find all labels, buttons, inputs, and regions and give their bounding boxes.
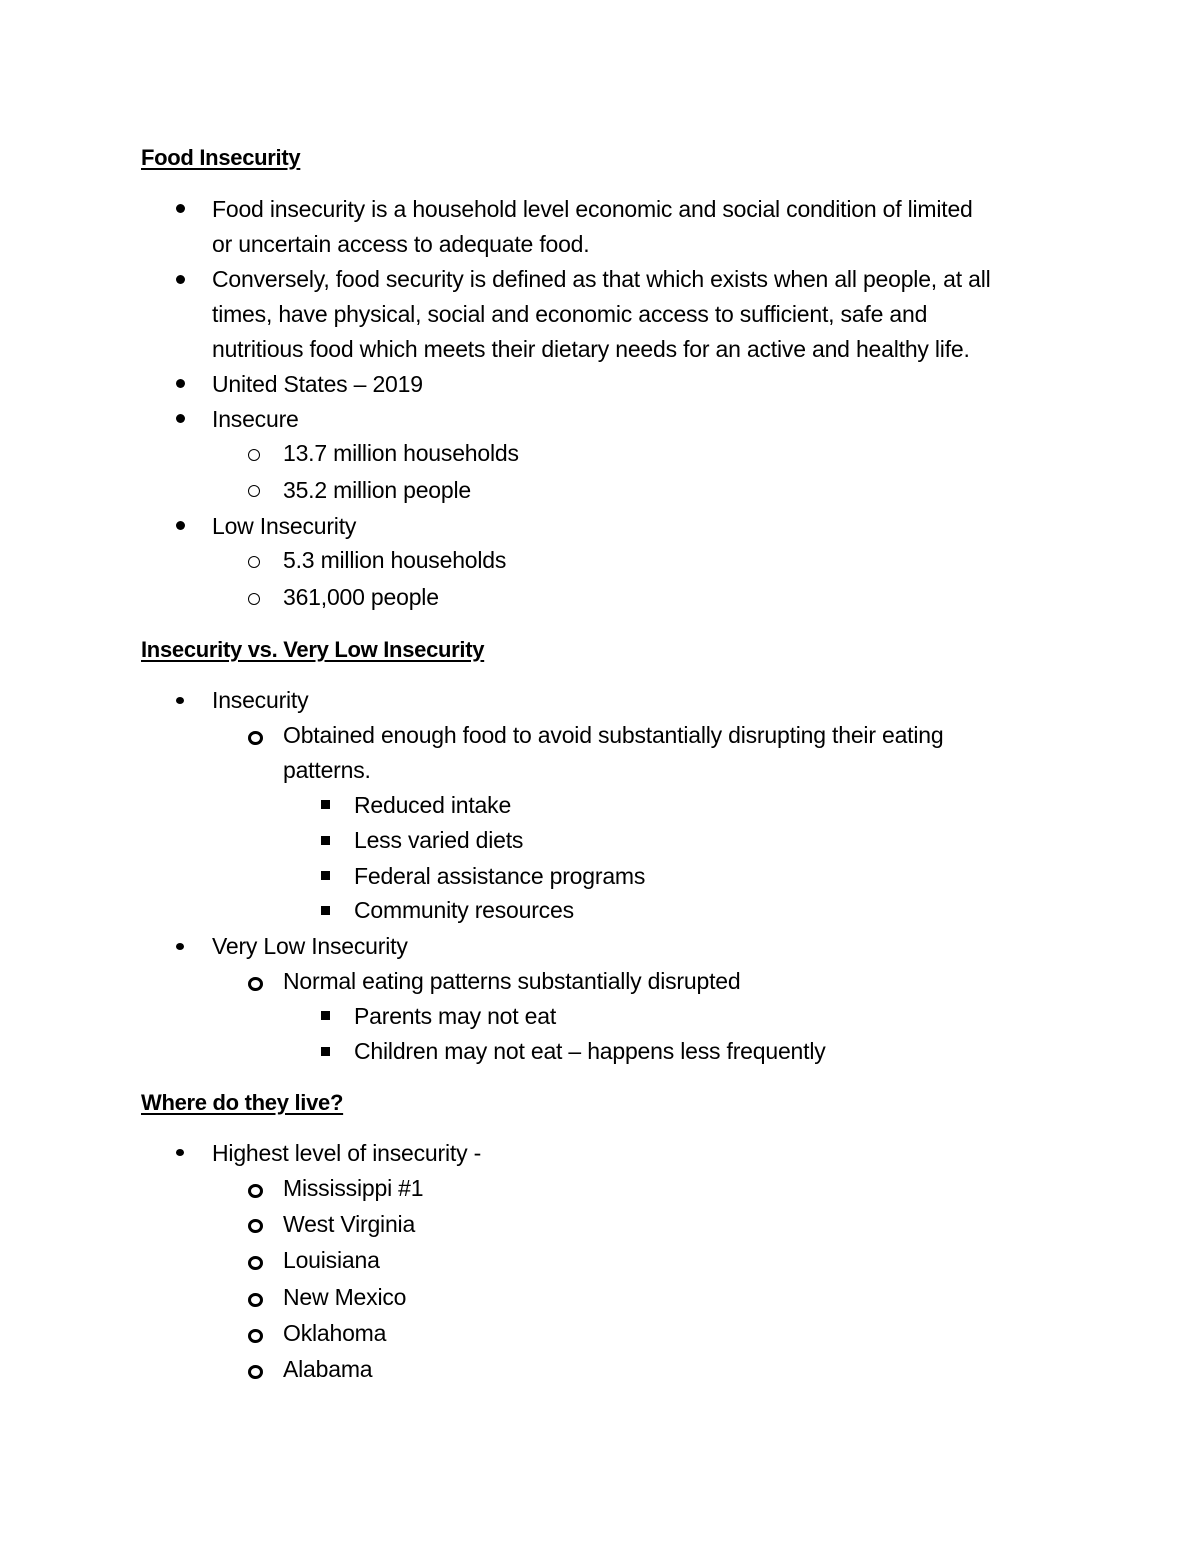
list-item-less-varied: Less varied diets: [354, 827, 524, 853]
list-item-insecurity: Insecurity: [212, 687, 309, 713]
bullet-dot-icon: [176, 943, 184, 950]
list-item-very-low: Very Low Insecurity: [212, 933, 408, 959]
bullet-square-icon: [321, 906, 330, 915]
bullet-ring-icon: [248, 731, 263, 745]
bullet-dot-icon: [176, 697, 184, 704]
list-item-reduced-intake: Reduced intake: [354, 792, 512, 818]
list-item-state-new-mexico: New Mexico: [283, 1284, 407, 1310]
bullet-dot-icon: [176, 204, 185, 213]
list-item-conversely-line3: nutritious food which meets their dietary needs for an active and healthy life.: [212, 336, 970, 362]
list-item-parents: Parents may not eat: [354, 1003, 557, 1029]
list-item-federal-assistance: Federal assistance programs: [354, 863, 646, 889]
list-item-us-year: United States – 2019: [212, 371, 423, 397]
list-item-state-mississippi: Mississippi #1: [283, 1175, 424, 1201]
list-item-community-resources: Community resources: [354, 897, 574, 923]
bullet-dot-icon: [176, 379, 185, 388]
bullet-ring-icon: [248, 593, 260, 605]
list-item-conversely-line1: Conversely, food security is defined as that which exists when all people, at all: [212, 266, 991, 292]
list-item-obtained-line2: patterns.: [283, 757, 371, 783]
bullet-dot-icon: [176, 521, 185, 530]
heading-insecurity-vs-very-low: Insecurity vs. Very Low Insecurity: [141, 637, 485, 662]
list-item-insecure: Insecure: [212, 406, 299, 432]
list-item-low-people: 361,000 people: [283, 584, 439, 610]
list-item-state-alabama: Alabama: [283, 1356, 373, 1382]
bullet-ring-icon: [248, 1365, 263, 1379]
heading-where-do-they-live: Where do they live?: [141, 1090, 344, 1115]
bullet-ring-icon: [248, 1184, 263, 1198]
bullet-ring-icon: [248, 485, 260, 497]
list-item-normal-patterns: Normal eating patterns substantially disrupted: [283, 968, 741, 994]
list-item-state-louisiana: Louisiana: [283, 1247, 380, 1273]
bullet-square-icon: [321, 800, 330, 809]
list-item-obtained-line1: Obtained enough food to avoid substantially disrupting their eating: [283, 722, 944, 748]
bullet-ring-icon: [248, 1293, 263, 1307]
bullet-ring-icon: [248, 556, 260, 568]
bullet-dot-icon: [176, 1149, 184, 1156]
heading-food-insecurity: Food Insecurity: [141, 145, 301, 170]
list-item-insecure-people: 35.2 million people: [283, 477, 471, 503]
list-item-insecure-households: 13.7 million households: [283, 440, 519, 466]
bullet-ring-icon: [248, 449, 260, 461]
bullet-square-icon: [321, 871, 330, 880]
list-item-definition-line1: Food insecurity is a household level economic and social condition of limited: [212, 196, 973, 222]
bullet-square-icon: [321, 1047, 330, 1056]
list-item-low-households: 5.3 million households: [283, 547, 507, 573]
bullet-square-icon: [321, 1011, 330, 1020]
list-item-children: Children may not eat – happens less frequently: [354, 1038, 826, 1064]
bullet-ring-icon: [248, 1329, 263, 1343]
list-item-conversely-line2: times, have physical, social and economic access to sufficient, safe and: [212, 301, 928, 327]
bullet-ring-icon: [248, 1256, 263, 1270]
list-item-definition-line2: or uncertain access to adequate food.: [212, 231, 590, 257]
list-item-state-west-virginia: West Virginia: [283, 1211, 416, 1237]
bullet-ring-icon: [248, 1219, 263, 1233]
list-item-highest-level: Highest level of insecurity -: [212, 1140, 482, 1166]
list-item-state-oklahoma: Oklahoma: [283, 1320, 387, 1346]
list-item-low-insecurity: Low Insecurity: [212, 513, 357, 539]
bullet-dot-icon: [176, 275, 185, 284]
bullet-dot-icon: [176, 414, 185, 423]
bullet-square-icon: [321, 836, 330, 845]
bullet-ring-icon: [248, 977, 263, 991]
